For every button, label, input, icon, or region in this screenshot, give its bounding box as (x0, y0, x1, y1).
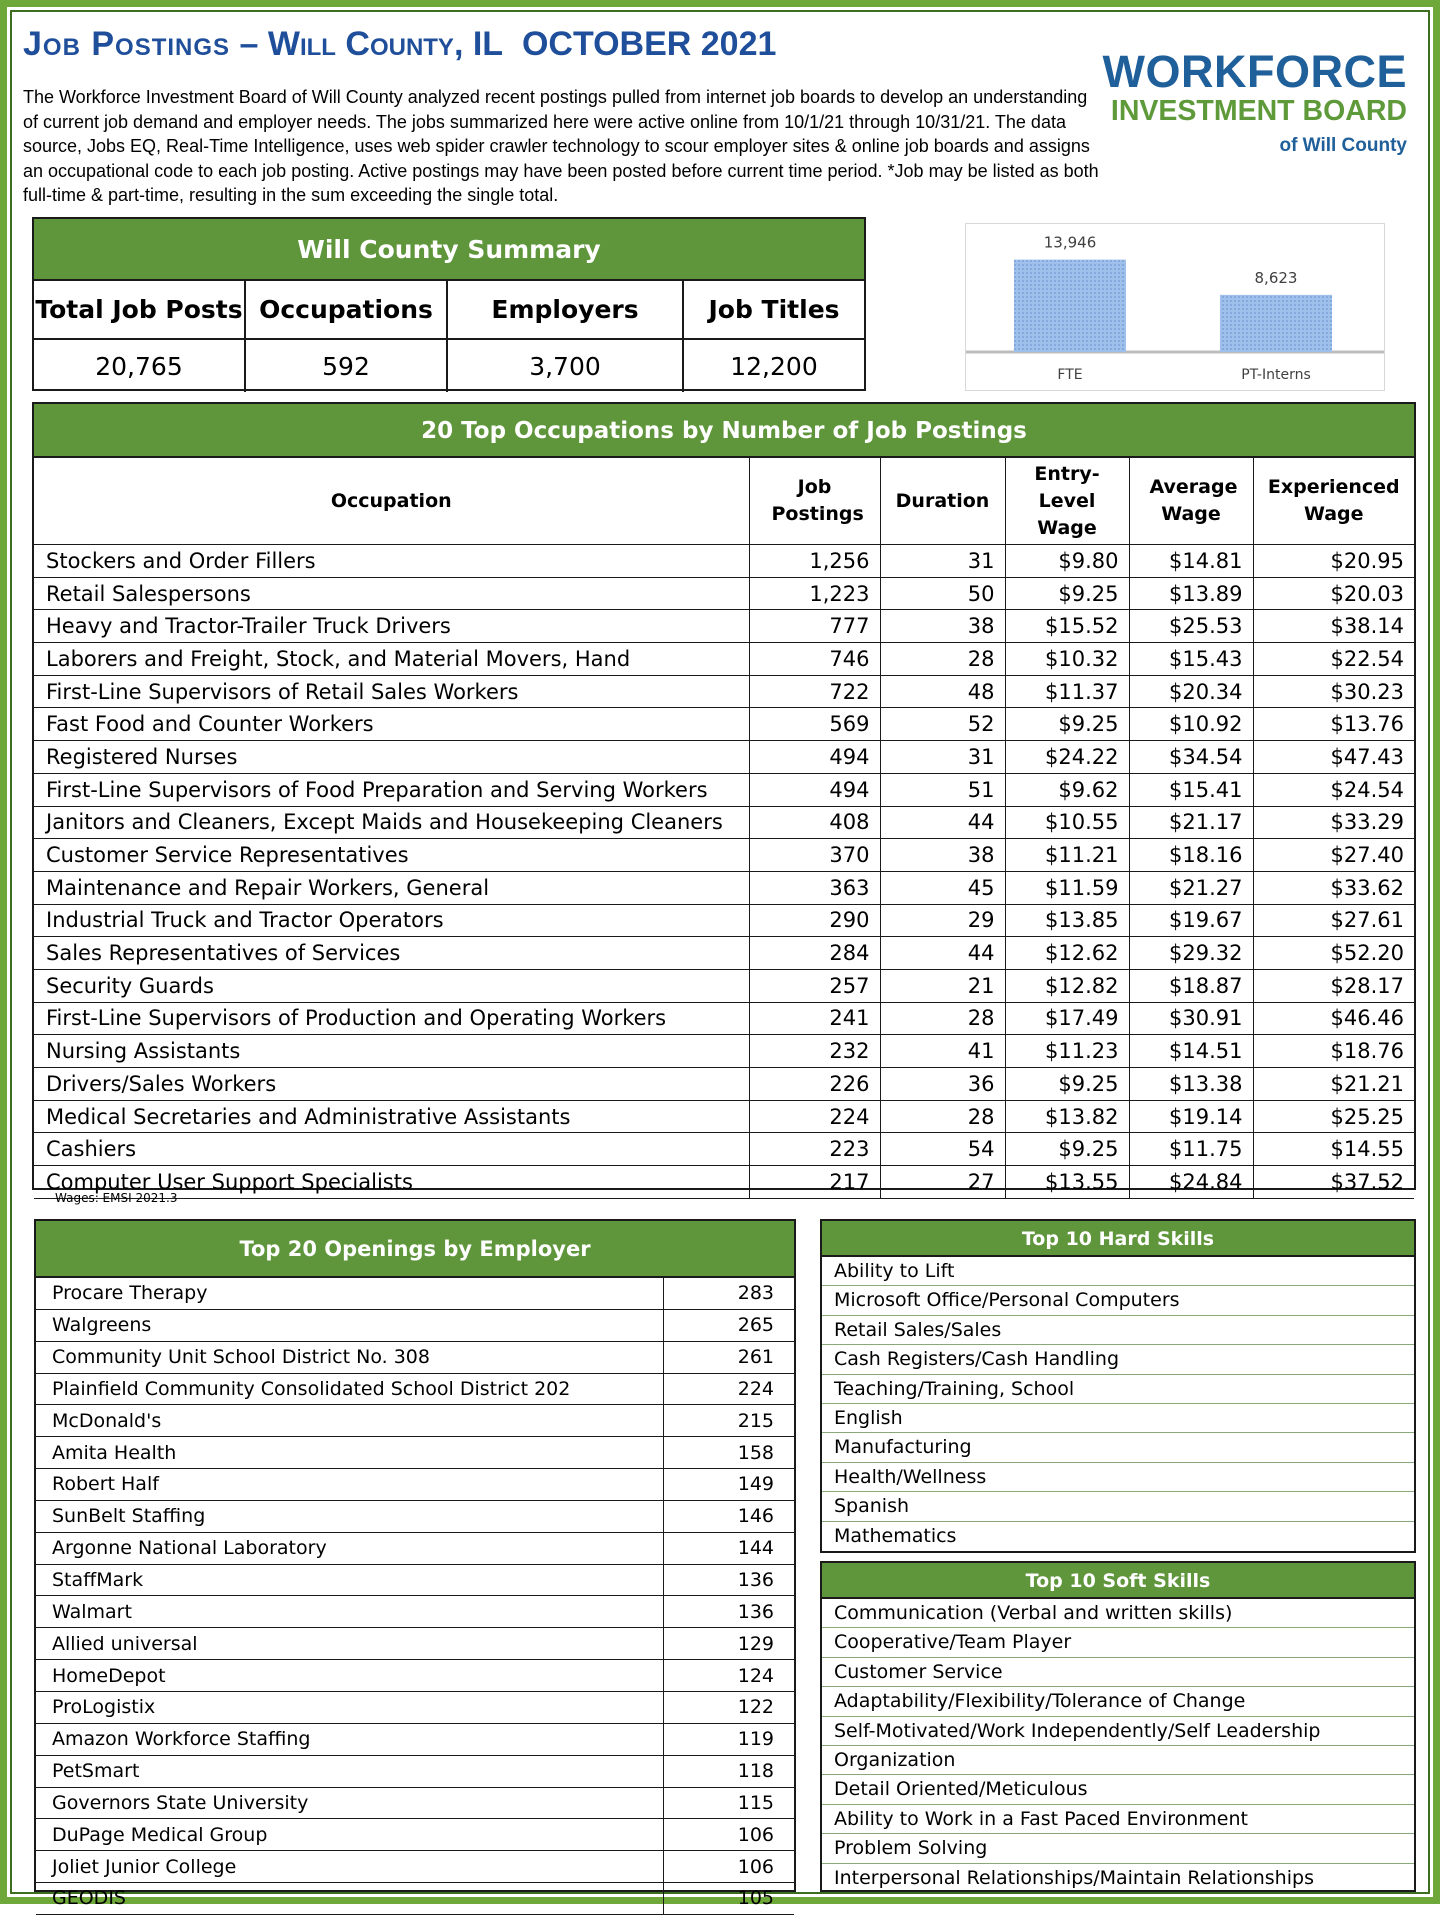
occupation-name-cell: First-Line Supervisors of Food Preparation and Serving Workers (46, 777, 708, 802)
employer-name-cell: McDonald's (52, 1409, 162, 1432)
employer-count-cell: 124 (663, 1660, 794, 1692)
occupation-postings-cell: 408 (749, 806, 880, 839)
employers-body (36, 1278, 794, 1914)
occupation-experienced-cell: $13.76 (1253, 708, 1414, 741)
occupation-name-cell: Nursing Assistants (46, 1039, 241, 1064)
occupation-average-cell: $14.51 (1129, 1035, 1253, 1068)
fte-pt-chart (965, 223, 1385, 391)
employer-row (36, 1500, 794, 1532)
occupation-name-cell: Retail Salespersons (46, 581, 251, 606)
employer-name-cell: HomeDepot (52, 1664, 166, 1687)
employer-count-cell: 136 (663, 1564, 794, 1596)
occupation-row (34, 1035, 1414, 1068)
occupation-entry-cell: $12.82 (1005, 969, 1129, 1002)
occupation-row (34, 1002, 1414, 1035)
occupation-row (34, 969, 1414, 1002)
occupations-grid (34, 458, 1414, 1199)
employer-row (36, 1787, 794, 1819)
occupation-duration-cell: 29 (880, 904, 1005, 937)
occupation-name-cell: Drivers/Sales Workers (46, 1071, 277, 1096)
occupation-name-cell: First-Line Supervisors of Production and Operating Workers (46, 1006, 667, 1031)
title-dash: – (230, 25, 268, 63)
occupation-average-cell: $13.38 (1129, 1068, 1253, 1101)
occupation-entry-cell: $13.82 (1005, 1100, 1129, 1133)
occupation-name-cell: Fast Food and Counter Workers (46, 712, 374, 737)
occupation-row (34, 577, 1414, 610)
chart-bar-fte (1014, 260, 1126, 352)
logo-line3: of Will County (1279, 135, 1407, 156)
occupation-postings-cell: 241 (749, 1002, 880, 1035)
hard-skill-item: Retail Sales/Sales (822, 1316, 1414, 1345)
summary-value-employers: 3,700 (447, 339, 683, 392)
col-header-average-wage: Average Wage (1129, 458, 1253, 545)
occupation-entry-cell: $11.59 (1005, 871, 1129, 904)
employer-name-cell: Argonne National Laboratory (52, 1537, 327, 1560)
employer-count-cell: 144 (663, 1532, 794, 1564)
page-title (23, 27, 776, 61)
occupation-experienced-cell: $24.54 (1253, 773, 1414, 806)
occupation-duration-cell: 31 (880, 545, 1005, 578)
occupation-experienced-cell: $27.40 (1253, 839, 1414, 872)
summary-title: Will County Summary (34, 219, 864, 281)
occupation-average-cell: $24.84 (1129, 1166, 1253, 1199)
occupation-name-cell: Laborers and Freight, Stock, and Material Movers, Hand (46, 646, 631, 671)
soft-skill-item: Ability to Work in a Fast Paced Environment (822, 1805, 1414, 1834)
soft-skill-item: Adaptability/Flexibility/Tolerance of Change (822, 1687, 1414, 1716)
col-header-occupation: Occupation (34, 458, 749, 545)
occupation-experienced-cell: $25.25 (1253, 1100, 1414, 1133)
employer-row (36, 1851, 794, 1883)
occupation-postings-cell: 370 (749, 839, 880, 872)
occupation-entry-cell: $9.62 (1005, 773, 1129, 806)
occupation-entry-cell: $9.25 (1005, 1068, 1129, 1101)
occupation-row (34, 643, 1414, 676)
title-part2: Will County, IL (267, 25, 504, 63)
occupation-row (34, 1068, 1414, 1101)
occupation-postings-cell: 284 (749, 937, 880, 970)
occupation-postings-cell: 217 (749, 1166, 880, 1199)
occupation-average-cell: $20.34 (1129, 675, 1253, 708)
occupation-entry-cell: $12.62 (1005, 937, 1129, 970)
employer-row (36, 1755, 794, 1787)
occupation-average-cell: $30.91 (1129, 1002, 1253, 1035)
occupation-experienced-cell: $18.76 (1253, 1035, 1414, 1068)
occupation-average-cell: $19.14 (1129, 1100, 1253, 1133)
title-part1: Job Postings (23, 25, 231, 63)
occupation-duration-cell: 36 (880, 1068, 1005, 1101)
occupation-name-cell: Stockers and Order Fillers (46, 548, 316, 573)
occupation-entry-cell: $24.22 (1005, 741, 1129, 774)
occupation-entry-cell: $9.25 (1005, 577, 1129, 610)
employer-row (36, 1373, 794, 1405)
employer-row (36, 1469, 794, 1501)
logo-line1: WORKFORCE (1102, 46, 1407, 97)
occupation-duration-cell: 48 (880, 675, 1005, 708)
employer-name-cell: SunBelt Staffing (52, 1505, 206, 1528)
employer-name-cell: Amita Health (52, 1441, 177, 1464)
occupation-experienced-cell: $37.52 (1253, 1166, 1414, 1199)
occupation-experienced-cell: $28.17 (1253, 969, 1414, 1002)
occupation-entry-cell: $9.25 (1005, 1133, 1129, 1166)
soft-skill-item: Communication (Verbal and written skills) (822, 1599, 1414, 1628)
employer-row (36, 1405, 794, 1437)
employer-count-cell: 115 (663, 1787, 794, 1819)
occupation-average-cell: $25.53 (1129, 610, 1253, 643)
occupations-body (34, 545, 1414, 1199)
occupation-experienced-cell: $30.23 (1253, 675, 1414, 708)
chart-svg (966, 224, 1384, 390)
occupation-postings-cell: 494 (749, 773, 880, 806)
employer-row (36, 1883, 794, 1915)
occupation-postings-cell: 494 (749, 741, 880, 774)
occupation-duration-cell: 52 (880, 708, 1005, 741)
occupation-name-cell: Heavy and Tractor-Trailer Truck Drivers (46, 614, 451, 639)
soft-skill-item: Problem Solving (822, 1834, 1414, 1863)
chart-category-label-fte: FTE (1057, 367, 1083, 383)
hard-skill-item: Cash Registers/Cash Handling (822, 1345, 1414, 1374)
occupation-row (34, 1133, 1414, 1166)
occupation-name-cell: Janitors and Cleaners, Except Maids and Housekeeping Cleaners (46, 810, 723, 835)
soft-skill-item: Interpersonal Relationships/Maintain Relationships (834, 1866, 1314, 1889)
employer-name-cell: Community Unit School District No. 308 (52, 1346, 430, 1369)
employer-count-cell: 136 (663, 1596, 794, 1628)
occupation-postings-cell: 746 (749, 643, 880, 676)
employer-count-cell: 158 (663, 1437, 794, 1469)
summary-header-job-titles: Job Titles (683, 281, 864, 339)
occupation-postings-cell: 232 (749, 1035, 880, 1068)
chart-value-label-pt-interns: 8,623 (1254, 268, 1298, 287)
occupation-postings-cell: 223 (749, 1133, 880, 1166)
chart-value-label-fte: 13,946 (1043, 233, 1097, 252)
hard-skills-title: Top 10 Hard Skills (822, 1221, 1414, 1257)
occupation-average-cell: $14.81 (1129, 545, 1253, 578)
occupation-duration-cell: 41 (880, 1035, 1005, 1068)
occupation-entry-cell: $9.25 (1005, 708, 1129, 741)
occupation-name-cell: Registered Nurses (46, 744, 238, 769)
occupation-entry-cell: $9.80 (1005, 545, 1129, 578)
occupation-average-cell: $19.67 (1129, 904, 1253, 937)
employer-row (36, 1660, 794, 1692)
title-part3: OCTOBER 2021 (503, 25, 777, 63)
occupation-experienced-cell: $20.03 (1253, 577, 1414, 610)
occupation-postings-cell: 226 (749, 1068, 880, 1101)
occupation-experienced-cell: $46.46 (1253, 1002, 1414, 1035)
occupation-duration-cell: 28 (880, 1002, 1005, 1035)
summary-header-occupations: Occupations (245, 281, 447, 339)
summary-value-occupations: 592 (245, 339, 447, 392)
occupation-entry-cell: $11.21 (1005, 839, 1129, 872)
occupation-entry-cell: $11.23 (1005, 1035, 1129, 1068)
employer-name-cell: Governors State University (52, 1791, 309, 1814)
col-header-postings: Job Postings (749, 458, 880, 545)
soft-skill-item: Cooperative/Team Player (822, 1628, 1414, 1657)
intro-text: The Workforce Investment Board of Will County analyzed recent postings pulled from internet job boards to develop an understanding of current job demand and employer needs. The jobs summarized here were active online from 10/1/21 through 10/31/21. The data source, Jobs EQ, Real-Time Intelligence, uses web spider crawler technology to scour employer sites & online job boards and assigns an occupational code to each job posting. Active postings may have been posted before current time period. *Job may be listed as both full-time & part-time, resulting in the sum exceeding the single total. (23, 87, 1099, 205)
occupation-postings-cell: 224 (749, 1100, 880, 1133)
occupation-average-cell: $34.54 (1129, 741, 1253, 774)
wib-logo (1087, 46, 1407, 161)
occupation-duration-cell: 44 (880, 937, 1005, 970)
employer-name-cell: Walgreens (52, 1314, 152, 1337)
occupation-postings-cell: 290 (749, 904, 880, 937)
occupation-name-cell: Medical Secretaries and Administrative Assistants (46, 1104, 571, 1129)
soft-skill-item: Self-Motivated/Work Independently/Self Leadership (822, 1717, 1414, 1746)
employer-count-cell: 261 (663, 1341, 794, 1373)
hard-skills-list (820, 1219, 1416, 1553)
occupation-average-cell: $29.32 (1129, 937, 1253, 970)
employer-count-cell: 224 (663, 1373, 794, 1405)
employer-name-cell: PetSmart (52, 1760, 140, 1783)
soft-skills-list (820, 1561, 1416, 1892)
occupation-entry-cell: $11.37 (1005, 675, 1129, 708)
soft-skill-item: Organization (822, 1746, 1414, 1775)
occupation-postings-cell: 1,223 (749, 577, 880, 610)
occupation-experienced-cell: $52.20 (1253, 937, 1414, 970)
employer-row (36, 1819, 794, 1851)
employer-row (36, 1437, 794, 1469)
occupation-postings-cell: 569 (749, 708, 880, 741)
summary-grid (34, 281, 864, 392)
occupation-duration-cell: 38 (880, 839, 1005, 872)
employers-table (34, 1219, 796, 1910)
occupation-name-cell: Industrial Truck and Tractor Operators (46, 908, 444, 933)
occupation-name-cell: Computer User Support Specialists (46, 1169, 413, 1194)
occupation-duration-cell: 51 (880, 773, 1005, 806)
soft-skills-title: Top 10 Soft Skills (822, 1563, 1414, 1599)
employer-count-cell: 283 (663, 1278, 794, 1309)
occupation-experienced-cell: $21.21 (1253, 1068, 1414, 1101)
occupation-average-cell: $11.75 (1129, 1133, 1253, 1166)
hard-skill-item: Microsoft Office/Personal Computers (822, 1286, 1414, 1315)
employer-row (36, 1309, 794, 1341)
employer-count-cell: 149 (663, 1469, 794, 1501)
employer-count-cell: 106 (663, 1819, 794, 1851)
hard-skill-item: Mathematics (834, 1524, 957, 1547)
occupation-experienced-cell: $20.95 (1253, 545, 1414, 578)
occupation-row (34, 1100, 1414, 1133)
occupation-row (34, 610, 1414, 643)
occupation-duration-cell: 38 (880, 610, 1005, 643)
occupation-duration-cell: 27 (880, 1166, 1005, 1199)
occupation-name-cell: Maintenance and Repair Workers, General (46, 875, 490, 900)
employer-name-cell: Amazon Workforce Staffing (52, 1728, 311, 1751)
occupation-experienced-cell: $22.54 (1253, 643, 1414, 676)
col-header-experienced-wage: Experienced Wage (1253, 458, 1414, 545)
employer-name-cell: Walmart (52, 1600, 132, 1623)
employer-row (36, 1628, 794, 1660)
employer-name-cell: DuPage Medical Group (52, 1823, 268, 1846)
employer-name-cell: ProLogistix (52, 1696, 156, 1719)
occupation-row (34, 839, 1414, 872)
occupation-duration-cell: 21 (880, 969, 1005, 1002)
employer-name-cell: StaffMark (52, 1569, 144, 1592)
occupation-postings-cell: 363 (749, 871, 880, 904)
occupation-row (34, 1166, 1414, 1199)
employer-name-cell: Procare Therapy (52, 1282, 208, 1305)
hard-skill-item: Teaching/Training, School (822, 1375, 1414, 1404)
employer-row (36, 1723, 794, 1755)
employer-count-cell: 122 (663, 1691, 794, 1723)
soft-skill-item: Customer Service (822, 1658, 1414, 1687)
wages-footnote: Wages: EMSI 2021.3 (55, 1191, 178, 1205)
occupation-duration-cell: 28 (880, 643, 1005, 676)
occupation-experienced-cell: $47.43 (1253, 741, 1414, 774)
chart-bar-pt-interns (1220, 295, 1332, 352)
employer-row (36, 1532, 794, 1564)
occupation-row (34, 773, 1414, 806)
occupation-duration-cell: 31 (880, 741, 1005, 774)
hard-skill-item: English (822, 1404, 1414, 1433)
soft-skill-item: Detail Oriented/Meticulous (822, 1775, 1414, 1804)
occupation-entry-cell: $13.55 (1005, 1166, 1129, 1199)
occupation-average-cell: $21.27 (1129, 871, 1253, 904)
summary-header-total-posts: Total Job Posts (34, 281, 245, 339)
occupation-experienced-cell: $14.55 (1253, 1133, 1414, 1166)
occupation-duration-cell: 45 (880, 871, 1005, 904)
occupation-experienced-cell: $27.61 (1253, 904, 1414, 937)
hard-skill-item: Ability to Lift (822, 1257, 1414, 1286)
summary-table (32, 217, 866, 391)
employer-count-cell: 105 (663, 1883, 794, 1915)
occupation-entry-cell: $10.32 (1005, 643, 1129, 676)
occupation-name-cell: First-Line Supervisors of Retail Sales Workers (46, 679, 519, 704)
occupation-duration-cell: 28 (880, 1100, 1005, 1133)
occupation-average-cell: $10.92 (1129, 708, 1253, 741)
occupation-row (34, 675, 1414, 708)
occupation-row (34, 937, 1414, 970)
occupation-average-cell: $15.41 (1129, 773, 1253, 806)
occupations-table (32, 402, 1416, 1194)
occupation-postings-cell: 777 (749, 610, 880, 643)
occupations-title: 20 Top Occupations by Number of Job Postings (34, 404, 1414, 458)
occupation-entry-cell: $13.85 (1005, 904, 1129, 937)
employer-count-cell: 129 (663, 1628, 794, 1660)
summary-value-job-titles: 12,200 (730, 351, 818, 381)
employer-name-cell: Joliet Junior College (52, 1855, 237, 1878)
occupation-duration-cell: 50 (880, 577, 1005, 610)
occupation-row (34, 741, 1414, 774)
employer-name-cell: Allied universal (52, 1632, 198, 1655)
summary-value-total-posts: 20,765 (34, 339, 245, 392)
occupation-average-cell: $21.17 (1129, 806, 1253, 839)
occupation-name-cell: Customer Service Representatives (46, 843, 409, 868)
occupation-name-cell: Security Guards (46, 973, 214, 998)
chart-category-label-pt-interns: PT-Interns (1241, 367, 1311, 383)
occupation-average-cell: $18.16 (1129, 839, 1253, 872)
employer-count-cell: 146 (663, 1500, 794, 1532)
employer-count-cell: 215 (663, 1405, 794, 1437)
employer-row (36, 1564, 794, 1596)
occupation-duration-cell: 54 (880, 1133, 1005, 1166)
hard-skill-item: Health/Wellness (822, 1463, 1414, 1492)
occupation-entry-cell: $17.49 (1005, 1002, 1129, 1035)
employer-count-cell: 265 (663, 1309, 794, 1341)
employer-name-cell: GEODIS (52, 1887, 126, 1910)
occupation-postings-cell: 1,256 (749, 545, 880, 578)
employer-count-cell: 119 (663, 1723, 794, 1755)
employer-count-cell: 118 (663, 1755, 794, 1787)
occupation-postings-cell: 722 (749, 675, 880, 708)
employer-row (36, 1341, 794, 1373)
employer-row (36, 1691, 794, 1723)
hard-skill-item: Manufacturing (822, 1433, 1414, 1462)
occupation-postings-cell: 257 (749, 969, 880, 1002)
occupation-duration-cell: 44 (880, 806, 1005, 839)
occupation-average-cell: $18.87 (1129, 969, 1253, 1002)
occupation-entry-cell: $10.55 (1005, 806, 1129, 839)
employer-row (36, 1596, 794, 1628)
occupation-row (34, 708, 1414, 741)
occupation-name-cell: Sales Representatives of Services (46, 941, 401, 966)
employer-name-cell: Plainfield Community Consolidated School District 202 (52, 1377, 571, 1400)
col-header-entry-wage: Entry-Level Wage (1005, 458, 1129, 545)
employer-row (36, 1278, 794, 1309)
hard-skills-items (822, 1257, 1414, 1551)
soft-skills-items (822, 1599, 1414, 1893)
occupation-row (34, 871, 1414, 904)
occupation-name-cell: Cashiers (46, 1137, 137, 1162)
occupation-average-cell: $15.43 (1129, 643, 1253, 676)
employer-name-cell: Robert Half (52, 1473, 159, 1496)
hard-skill-item: Spanish (822, 1492, 1414, 1521)
employer-count-cell: 106 (663, 1851, 794, 1883)
summary-header-employers: Employers (447, 281, 683, 339)
occupation-experienced-cell: $33.29 (1253, 806, 1414, 839)
employers-grid (36, 1278, 794, 1915)
logo-line2: INVESTMENT BOARD (1110, 95, 1407, 127)
occupation-experienced-cell: $33.62 (1253, 871, 1414, 904)
occupation-row (34, 806, 1414, 839)
occupation-experienced-cell: $38.14 (1253, 610, 1414, 643)
col-header-duration: Duration (880, 458, 1005, 545)
employers-title: Top 20 Openings by Employer (36, 1221, 794, 1278)
occupation-entry-cell: $15.52 (1005, 610, 1129, 643)
occupation-row (34, 545, 1414, 578)
occupation-average-cell: $13.89 (1129, 577, 1253, 610)
occupation-row (34, 904, 1414, 937)
